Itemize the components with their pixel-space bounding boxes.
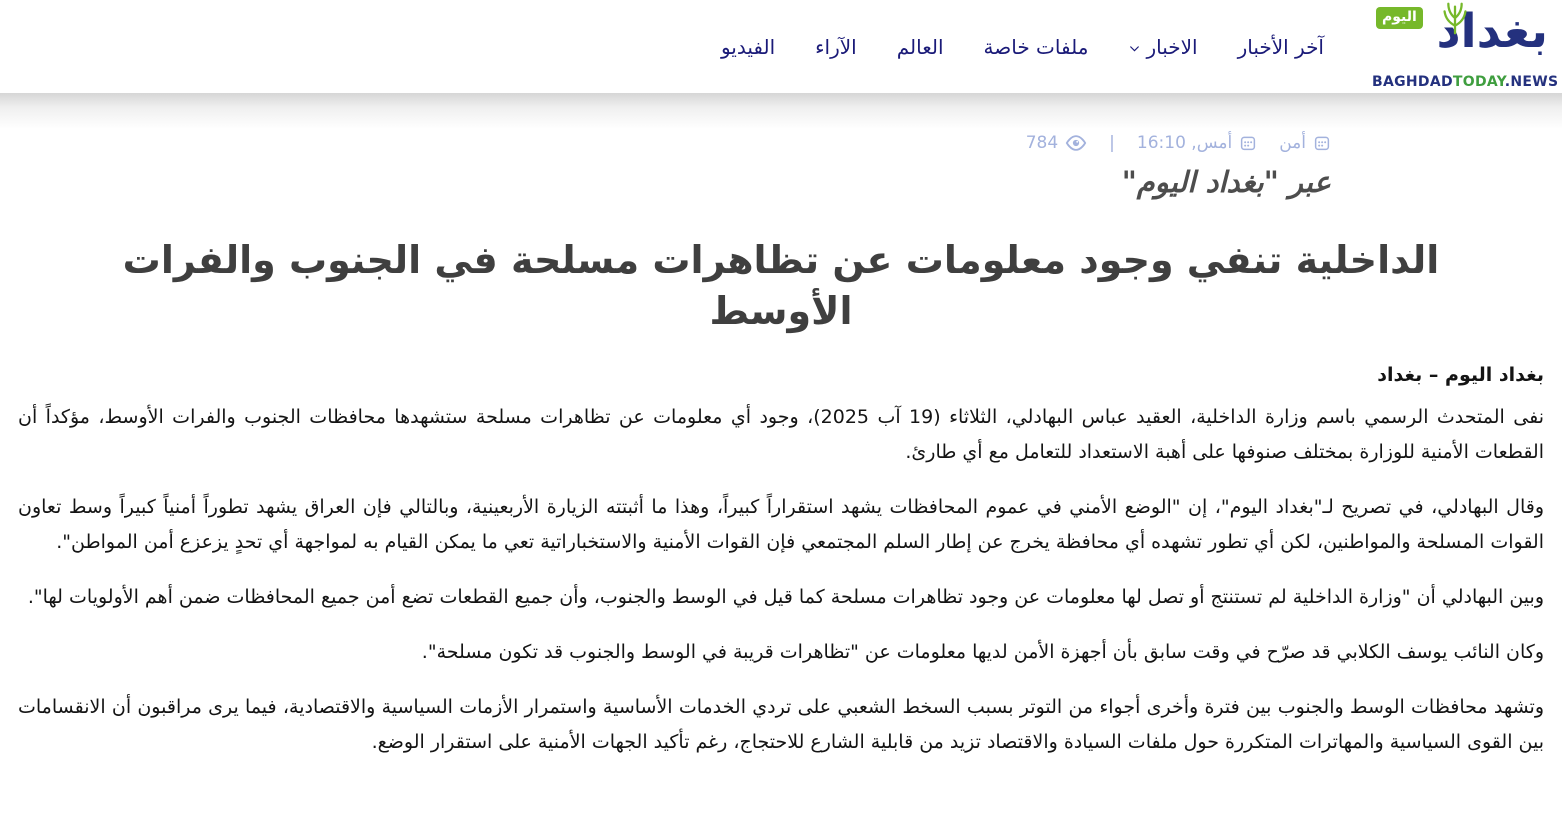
logo-arabic-wordmark: بغداد bbox=[1436, 3, 1548, 59]
article-paragraph: وكان النائب يوسف الكلابي قد صرّح في وقت سابق بأن أجهزة الأمن لديها معلومات عن "تظاهرات قريبة في الوسط والجنوب قد تكون مسلحة". bbox=[421, 640, 1544, 663]
logo-domain-text: BAGHDADTODAY.NEWS bbox=[1372, 73, 1559, 90]
article-meta-row bbox=[231, 129, 1331, 153]
category-label: أمن bbox=[1279, 133, 1306, 153]
header-gradient-divider bbox=[0, 93, 1562, 129]
category-chip[interactable] bbox=[1279, 133, 1331, 153]
calendar-icon bbox=[1239, 134, 1257, 152]
calendar-icon bbox=[1313, 134, 1331, 152]
palm-leaf-icon bbox=[1436, 0, 1474, 37]
main-navigation bbox=[721, 35, 1324, 59]
article-paragraph: وتشهد محافظات الوسط والجنوب بين فترة وأخرى أجواء من التوتر بسبب السخط الشعبي على تردي الخدمات الأساسية واستمرار الأزمات السياسية والاقتصادية، فيما يرى مراقبون أن الانقسامات بين القوى السياسية والمهاترات المتكررة حول ملفات السيادة والاقتصاد تزيد من قابلية الشارع للاحتجاج، رغم تأكيد الجهات الأمنية على استقرار الوضع. bbox=[18, 695, 1544, 753]
via-source-line: عبر "بغداد اليوم" bbox=[1121, 165, 1331, 199]
date-label: أمس, 16:10 bbox=[1136, 133, 1233, 153]
nav-item-news-dropdown[interactable]: الاخبار bbox=[1128, 35, 1197, 59]
nav-item-world[interactable]: العالم bbox=[896, 34, 944, 59]
article-page bbox=[0, 129, 1562, 760]
views-count: 784 bbox=[1025, 133, 1059, 153]
site-logo[interactable] bbox=[1372, 3, 1559, 90]
article-title: الداخلية تنفي وجود معلومات عن تظاهرات مسلحة في الجنوب والفرات الأوسط bbox=[122, 238, 1440, 334]
article-body bbox=[0, 364, 1562, 760]
site-header bbox=[0, 0, 1562, 93]
meta-separator: | bbox=[1109, 133, 1115, 153]
eye-icon bbox=[1065, 134, 1087, 152]
publish-date bbox=[1137, 133, 1257, 153]
article-paragraph: وقال البهادلي، في تصريح لـ"بغداد اليوم"، إن "الوضع الأمني في عموم المحافظات يشهد استقراراً كبيراً، وهذا ما أثبتته الزيارة الأربعينية، وبالتالي فإن العراق يشهد تطوراً أمنياً كبيراً وسط تعاون القوات المسلحة والمواطنين، لكن أي تطور تشهده أي محافظة يخرج عن إطار السلم المجتمعي فإن القوات الأمنية والاستخباراتية تعي ما يمكن القيام به لمواجهة أي تحدٍ يزعزع أمن المواطن". bbox=[18, 495, 1544, 553]
byline: بغداد اليوم – بغداد bbox=[1377, 363, 1544, 386]
nav-item-opinions[interactable]: الآراء bbox=[815, 34, 857, 59]
nav-item-latest-news[interactable]: آخر الأخبار bbox=[1237, 34, 1324, 59]
logo-alyawm-badge: اليوم bbox=[1376, 7, 1423, 29]
article-paragraph: نفى المتحدث الرسمي باسم وزارة الداخلية، العقيد عباس البهادلي، الثلاثاء (19 آب 2025)، وجود أي معلومات عن تظاهرات مسلحة ستشهدها محافظات الجنوب والفرات الأوسط، مؤكداً أن القطعات الأمنية للوزارة بمختلف صنوفها على أهبة الاستعداد للتعامل مع أي طارئ. bbox=[18, 405, 1544, 463]
view-counter bbox=[1026, 133, 1087, 153]
article-paragraph: وبين البهادلي أن "وزارة الداخلية لم تستنتج أو تصل لها معلومات عن وجود تظاهرات مسلحة كما قيل في الوسط والجنوب، وأن جميع القطعات تضع أمن جميع المحافظات ضمن أهم الأولويات لها". bbox=[27, 585, 1544, 608]
nav-item-special-files[interactable]: ملفات خاصة bbox=[983, 34, 1089, 59]
nav-item-video[interactable]: الفيديو bbox=[720, 34, 776, 59]
chevron-down-icon bbox=[1128, 42, 1141, 55]
